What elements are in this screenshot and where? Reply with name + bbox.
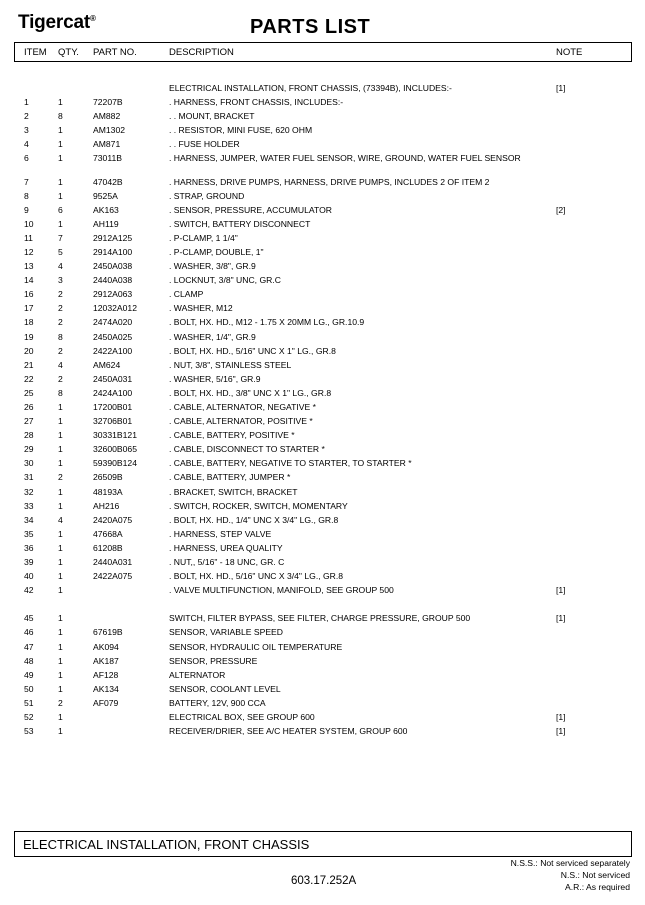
description-cell: . NUT,, 5/16" - 18 UNC, GR. C: [169, 557, 285, 567]
item-cell: 17: [24, 303, 34, 313]
item-cell: 49: [24, 670, 34, 680]
item-cell: 7: [24, 177, 29, 187]
part-no-cell: 26509B: [93, 472, 123, 482]
description-cell: . HARNESS, JUMPER, WATER FUEL SENSOR, WIRE, GROUND, WATER FUEL SENSOR: [169, 153, 521, 163]
part-no-cell: AM1302: [93, 125, 126, 135]
part-no-cell: 2912A063: [93, 289, 133, 299]
description-cell: . SENSOR, PRESSURE, ACCUMULATOR: [169, 205, 332, 215]
qty-cell: 1: [58, 529, 63, 539]
item-cell: 51: [24, 698, 34, 708]
part-no-cell: 2422A100: [93, 346, 133, 356]
part-no-cell: 2450A038: [93, 261, 133, 271]
part-no-cell: AM624: [93, 360, 121, 370]
description-cell: . BOLT, HX. HD., 3/8" UNC X 1" LG., GR.8: [169, 388, 332, 398]
qty-cell: 1: [58, 153, 63, 163]
part-no-cell: 12032A012: [93, 303, 137, 313]
item-cell: 16: [24, 289, 34, 299]
part-no-cell: AM882: [93, 111, 121, 121]
part-no-cell: 2474A020: [93, 317, 133, 327]
part-no-cell: AH216: [93, 501, 120, 511]
qty-cell: 8: [58, 332, 63, 342]
part-no-cell: 32706B01: [93, 416, 133, 426]
item-cell: 30: [24, 458, 34, 468]
item-cell: 53: [24, 726, 34, 736]
page-number: 603.17.252A: [291, 875, 357, 887]
description-cell: . WASHER, 1/4", GR.9: [169, 332, 256, 342]
legend-line: N.S.: Not serviced: [560, 870, 630, 880]
brand-logo: [18, 12, 96, 34]
qty-cell: 1: [58, 613, 63, 623]
qty-cell: 5: [58, 247, 63, 257]
part-no-cell: AK134: [93, 684, 119, 694]
qty-cell: 2: [58, 374, 63, 384]
qty-cell: 1: [58, 726, 63, 736]
description-cell: . BOLT, HX. HD., 1/4" UNC X 3/4" LG., GR.8: [169, 515, 339, 525]
description-cell: ALTERNATOR: [169, 670, 226, 680]
qty-cell: 1: [58, 684, 63, 694]
description-cell: SENSOR, PRESSURE: [169, 656, 258, 666]
qty-cell: 1: [58, 557, 63, 567]
part-no-cell: 2440A031: [93, 557, 133, 567]
part-no-cell: 2912A125: [93, 233, 133, 243]
item-cell: 42: [24, 585, 34, 595]
description-cell: . CABLE, DISCONNECT TO STARTER *: [169, 444, 325, 454]
qty-cell: 1: [58, 191, 63, 201]
description-cell: . BOLT, HX. HD., M12 - 1.75 X 20MM LG., GR.10.9: [169, 317, 365, 327]
qty-cell: 2: [58, 472, 63, 482]
item-cell: 3: [24, 125, 29, 135]
description-cell: . CABLE, BATTERY, NEGATIVE TO STARTER, TO STARTER *: [169, 458, 412, 468]
description-cell: . HARNESS, FRONT CHASSIS, INCLUDES:-: [169, 97, 344, 107]
part-no-cell: 47042B: [93, 177, 123, 187]
qty-cell: 1: [58, 219, 63, 229]
description-cell: SENSOR, HYDRAULIC OIL TEMPERATURE: [169, 642, 343, 652]
item-cell: 8: [24, 191, 29, 201]
part-no-cell: 2422A075: [93, 571, 133, 581]
description-cell: . BOLT, HX. HD., 5/16" UNC X 1" LG., GR.8: [169, 346, 336, 356]
qty-cell: 1: [58, 487, 63, 497]
description-cell: . P-CLAMP, 1 1/4": [169, 233, 238, 243]
item-cell: 29: [24, 444, 34, 454]
description-cell: . LOCKNUT, 3/8" UNC, GR.C: [169, 275, 281, 285]
description-cell: RECEIVER/DRIER, SEE A/C HEATER SYSTEM, GROUP 600: [169, 726, 408, 736]
qty-cell: 2: [58, 317, 63, 327]
description-cell: . HARNESS, UREA QUALITY: [169, 543, 283, 553]
qty-cell: 1: [58, 642, 63, 652]
page-title: PARTS LIST: [250, 16, 371, 38]
item-cell: 21: [24, 360, 34, 370]
qty-cell: 4: [58, 261, 63, 271]
description-cell: . . FUSE HOLDER: [169, 139, 240, 149]
item-cell: 10: [24, 219, 34, 229]
item-cell: 52: [24, 712, 34, 722]
column-header-note: NOTE: [556, 47, 583, 58]
item-cell: 11: [24, 233, 33, 243]
qty-cell: 2: [58, 346, 63, 356]
description-cell: . HARNESS, STEP VALVE: [169, 529, 272, 539]
brand-logo-text: Tigercat: [18, 12, 90, 33]
item-cell: 18: [24, 317, 34, 327]
qty-cell: 8: [58, 111, 63, 121]
registered-mark: ®: [89, 14, 96, 23]
qty-cell: 1: [58, 656, 63, 666]
description-cell: . P-CLAMP, DOUBLE, 1": [169, 247, 264, 257]
legend-line: N.S.S.: Not serviced separately: [510, 858, 630, 868]
item-cell: 28: [24, 430, 34, 440]
description-cell: . . RESISTOR, MINI FUSE, 620 OHM: [169, 125, 313, 135]
qty-cell: 1: [58, 139, 63, 149]
qty-cell: 1: [58, 627, 63, 637]
qty-cell: 1: [58, 444, 63, 454]
description-cell: . SWITCH, ROCKER, SWITCH, MOMENTARY: [169, 501, 348, 511]
qty-cell: 2: [58, 698, 63, 708]
note-cell: [1]: [556, 712, 566, 722]
part-no-cell: AF079: [93, 698, 119, 708]
qty-cell: 1: [58, 670, 63, 680]
description-cell: . CLAMP: [169, 289, 204, 299]
qty-cell: 7: [58, 233, 63, 243]
description-cell: . SWITCH, BATTERY DISCONNECT: [169, 219, 311, 229]
column-header-bar: [14, 42, 632, 62]
description-cell: . CABLE, BATTERY, JUMPER *: [169, 472, 291, 482]
qty-cell: 1: [58, 97, 63, 107]
note-cell: [1]: [556, 585, 566, 595]
part-no-cell: AM871: [93, 139, 121, 149]
abbreviation-legend: [511, 857, 630, 893]
item-cell: 47: [24, 642, 34, 652]
part-no-cell: AK094: [93, 642, 119, 652]
qty-cell: 2: [58, 289, 63, 299]
part-no-cell: 48193A: [93, 487, 123, 497]
qty-cell: 1: [58, 501, 63, 511]
qty-cell: 1: [58, 712, 63, 722]
part-no-cell: 2450A025: [93, 332, 133, 342]
qty-cell: 1: [58, 571, 63, 581]
item-cell: 6: [24, 153, 29, 163]
qty-cell: 6: [58, 205, 63, 215]
description-cell: . WASHER, 5/16", GR.9: [169, 374, 261, 384]
part-no-cell: 47668A: [93, 529, 123, 539]
part-no-cell: AK163: [93, 205, 119, 215]
note-cell: [1]: [556, 613, 566, 623]
description-cell: . NUT, 3/8", STAINLESS STEEL: [169, 360, 292, 370]
qty-cell: 1: [58, 430, 63, 440]
part-no-cell: AH119: [93, 219, 119, 229]
note-cell: [1]: [556, 726, 566, 736]
description-cell: ELECTRICAL INSTALLATION, FRONT CHASSIS, (73394B), INCLUDES:-: [169, 83, 452, 93]
part-no-cell: 72207B: [93, 97, 123, 107]
description-cell: BATTERY, 12V, 900 CCA: [169, 698, 266, 708]
item-cell: 35: [24, 529, 34, 539]
qty-cell: 3: [58, 275, 63, 285]
item-cell: 14: [24, 275, 34, 285]
qty-cell: 1: [58, 177, 63, 187]
item-cell: 9: [24, 205, 29, 215]
part-no-cell: 59390B124: [93, 458, 137, 468]
legend-line: A.R.: As required: [565, 882, 630, 892]
item-cell: 2: [24, 111, 29, 121]
qty-cell: 1: [58, 543, 63, 553]
item-cell: 48: [24, 656, 34, 666]
description-cell: ELECTRICAL BOX, SEE GROUP 600: [169, 712, 315, 722]
description-cell: . BRACKET, SWITCH, BRACKET: [169, 487, 298, 497]
item-cell: 25: [24, 388, 34, 398]
qty-cell: 1: [58, 416, 63, 426]
description-cell: . CABLE, ALTERNATOR, NEGATIVE *: [169, 402, 316, 412]
description-cell: SENSOR, COOLANT LEVEL: [169, 684, 281, 694]
description-cell: . WASHER, 3/8", GR.9: [169, 261, 256, 271]
qty-cell: 1: [58, 402, 63, 412]
item-cell: 39: [24, 557, 34, 567]
description-cell: . HARNESS, DRIVE PUMPS, HARNESS, DRIVE PUMPS, INCLUDES 2 OF ITEM 2: [169, 177, 490, 187]
part-no-cell: 17200B01: [93, 402, 133, 412]
qty-cell: 1: [58, 458, 63, 468]
part-no-cell: 2440A038: [93, 275, 133, 285]
item-cell: 40: [24, 571, 34, 581]
item-cell: 46: [24, 627, 34, 637]
item-cell: 50: [24, 684, 34, 694]
part-no-cell: 30331B121: [93, 430, 137, 440]
qty-cell: 1: [58, 585, 63, 595]
qty-cell: 4: [58, 360, 63, 370]
description-cell: SWITCH, FILTER BYPASS, SEE FILTER, CHARGE PRESSURE, GROUP 500: [169, 613, 471, 623]
description-cell: . VALVE MULTIFUNCTION, MANIFOLD, SEE GROUP 500: [169, 585, 394, 595]
part-no-cell: 67619B: [93, 627, 123, 637]
description-cell: . BOLT, HX. HD., 5/16" UNC X 3/4" LG., GR.8: [169, 571, 344, 581]
column-header-description: DESCRIPTION: [169, 47, 234, 58]
column-header-part-no: PART NO.: [93, 47, 137, 58]
description-cell: . WASHER, M12: [169, 303, 233, 313]
item-cell: 36: [24, 543, 34, 553]
part-no-cell: 61208B: [93, 543, 123, 553]
item-cell: 26: [24, 402, 34, 412]
item-cell: 45: [24, 613, 34, 623]
qty-cell: 4: [58, 515, 63, 525]
item-cell: 34: [24, 515, 34, 525]
item-cell: 19: [24, 332, 34, 342]
part-no-cell: AF128: [93, 670, 119, 680]
note-cell: [1]: [556, 83, 566, 93]
section-title: ELECTRICAL INSTALLATION, FRONT CHASSIS: [23, 837, 310, 852]
qty-cell: 2: [58, 303, 63, 313]
qty-cell: 8: [58, 388, 63, 398]
description-cell: . . MOUNT, BRACKET: [169, 111, 255, 121]
item-cell: 27: [24, 416, 34, 426]
part-no-cell: 2420A075: [93, 515, 133, 525]
item-cell: 1: [24, 97, 29, 107]
section-footer: [14, 831, 632, 857]
part-no-cell: 2424A100: [93, 388, 133, 398]
item-cell: 20: [24, 346, 34, 356]
item-cell: 31: [24, 472, 34, 482]
item-cell: 33: [24, 501, 34, 511]
item-cell: 32: [24, 487, 34, 497]
part-no-cell: 32600B065: [93, 444, 137, 454]
item-cell: 12: [24, 247, 34, 257]
part-no-cell: 9525A: [93, 191, 118, 201]
column-header-qty: QTY.: [58, 47, 79, 58]
part-no-cell: 73011B: [93, 153, 122, 163]
description-cell: . CABLE, BATTERY, POSITIVE *: [169, 430, 295, 440]
description-cell: . CABLE, ALTERNATOR, POSITIVE *: [169, 416, 313, 426]
description-cell: . STRAP, GROUND: [169, 191, 245, 201]
description-cell: SENSOR, VARIABLE SPEED: [169, 627, 283, 637]
item-cell: 22: [24, 374, 34, 384]
qty-cell: 1: [58, 125, 63, 135]
note-cell: [2]: [556, 205, 566, 215]
item-cell: 4: [24, 139, 29, 149]
part-no-cell: 2450A031: [93, 374, 133, 384]
part-no-cell: AK187: [93, 656, 119, 666]
part-no-cell: 2914A100: [93, 247, 133, 257]
item-cell: 13: [24, 261, 34, 271]
column-header-item: ITEM: [24, 47, 47, 58]
